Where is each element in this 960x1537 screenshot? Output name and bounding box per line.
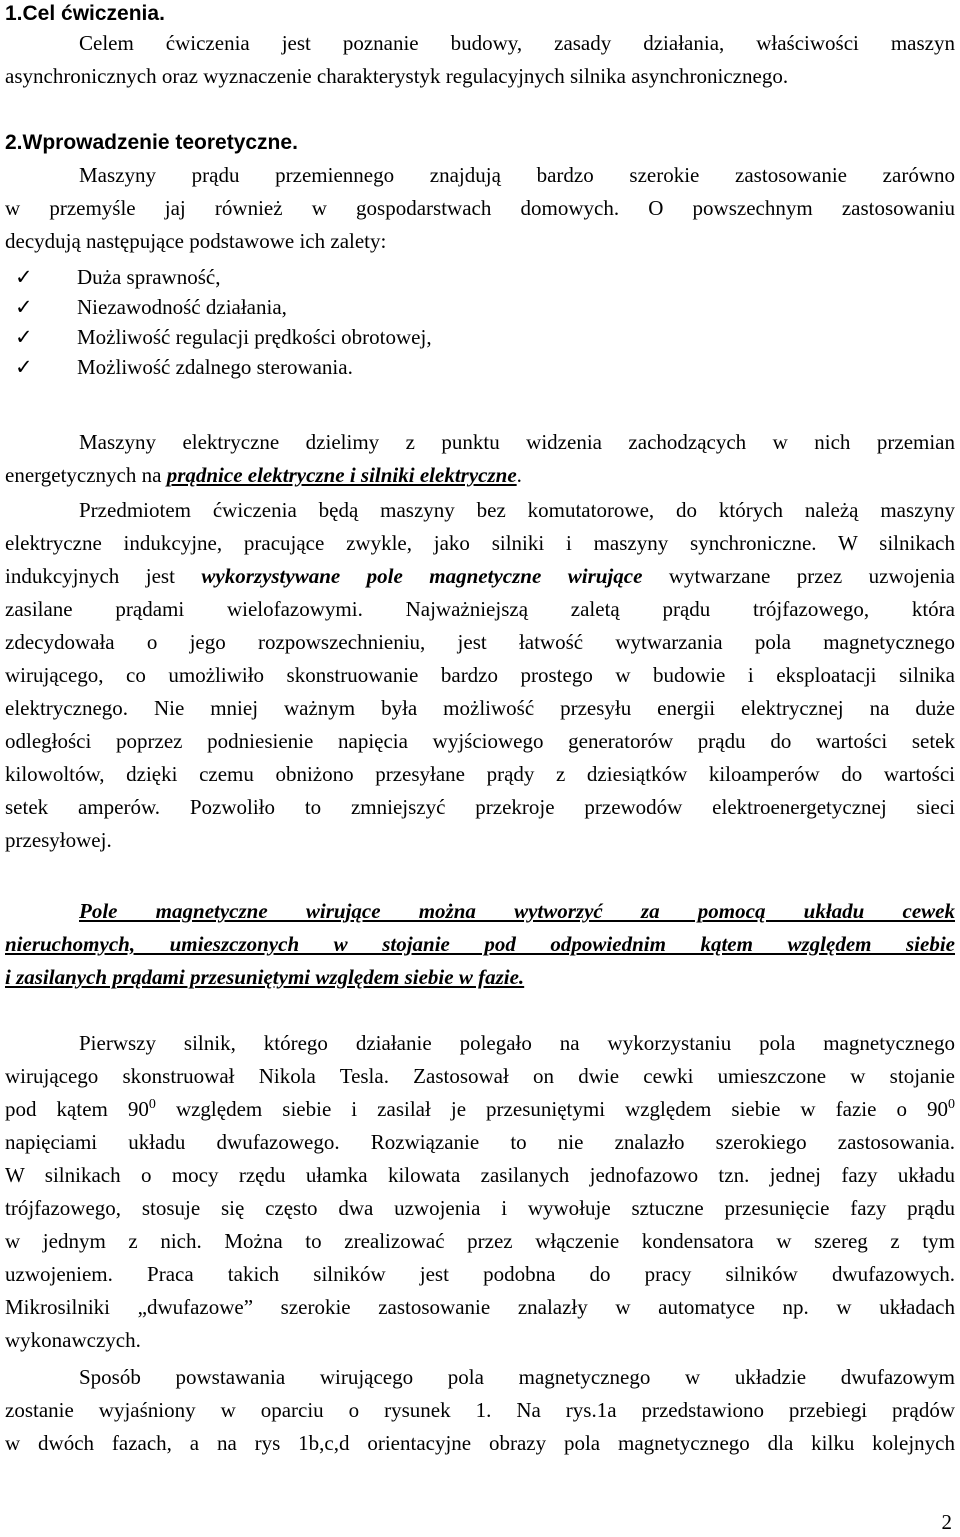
text-segment: . — [516, 463, 522, 487]
page-number: 2 — [941, 1510, 952, 1534]
paragraph-tesla — [5, 1027, 955, 1357]
checkmark-icon: ✓ — [15, 294, 33, 319]
text-line: setek amperów. Pozwoliło to zmniejszyć przekroje przewodów elektroenergetycznej sieci — [5, 795, 955, 819]
text-line: zostanie wyjaśniony w oparciu o rysunek 1. Na rys.1a przedstawiono przebiegi prądów — [5, 1398, 955, 1422]
text-line: elektrycznego. Nie mniej ważnym była możliwość przesyłu energii elektrycznej na duże — [5, 696, 955, 720]
text-line: wirującego, co umożliwiło skonstruowanie bardzo prostego w budowie i eksploatacji silnika — [5, 663, 955, 687]
text-line: uzwojeniem. Praca takich silników jest podobna do pracy silników dwufazowych. — [5, 1262, 955, 1286]
text-line — [5, 459, 955, 492]
list-item-label: Duża sprawność, — [77, 264, 221, 289]
paragraph-rotating-field-definition — [5, 895, 955, 994]
text-line — [5, 895, 955, 928]
text-segment: wytwarzane przez uzwojenia — [642, 564, 955, 588]
text-line: zdecydowała o jego rozpowszechnieniu, jest łatwość wytwarzania pola magnetycznego — [5, 630, 955, 654]
paragraph-subject — [5, 494, 955, 857]
text-line: Pierwszy silnik, którego działanie polegało na wykorzystaniu pola magnetycznego — [79, 1031, 955, 1055]
section-1-heading: 1.Cel ćwiczenia. — [5, 2, 165, 25]
list-item — [15, 262, 432, 292]
list-item-label: Możliwość zdalnego sterowania. — [77, 354, 353, 379]
text-line: trójfazowego, stosuje się często dwa uzwojenia i wywołuje sztuczne przesunięcie fazy prądu — [5, 1196, 955, 1220]
advantages-list — [15, 262, 432, 382]
text-line: Celem ćwiczenia jest poznanie budowy, zasady działania, właściwości maszyn — [79, 31, 955, 55]
text-line: decydują następujące podstawowe ich zalety: — [5, 229, 387, 253]
text-line: Sposób powstawania wirującego pola magnetycznego w układzie dwufazowym — [79, 1365, 955, 1389]
text-line: Maszyny elektryczne dzielimy z punktu widzenia zachodzących w nich przemian — [79, 430, 955, 454]
paragraph-machines-division — [5, 426, 955, 492]
emphasis-text: i zasilanych prądami przesuniętymi względem siebie w fazie. — [5, 965, 525, 989]
emphasis-text: wykorzystywane pole magnetyczne wirujące — [201, 564, 643, 588]
text-line: W silnikach o mocy rzędu ułamka kilowata zasilanych jednofazowo tzn. jednej fazy układu — [5, 1163, 955, 1187]
text-line: w przemyśle jaj również w gospodarstwach domowych. O powszechnym zastosowaniu — [5, 196, 955, 220]
text-line: elektryczne indukcyjne, pracujące zwykle, jako silniki i maszyny synchroniczne. W silnikach — [5, 531, 955, 555]
text-line: asynchronicznych oraz wyznaczenie charakterystyk regulacyjnych silnika asynchronicznego. — [5, 64, 789, 88]
text-line: odległości poprzez podniesienie napięcia wyjściowego generatorów prądu do wartości setek — [5, 729, 955, 753]
text-line: napięciami układu dwufazowego. Rozwiązanie to nie znalazło szerokiego zastosowania. — [5, 1130, 955, 1154]
text-line: Mikrosilniki „dwufazowe” szerokie zastosowanie znalazły w automatyce np. w układach — [5, 1295, 955, 1319]
text-segment: względem siebie i zasilał je przesuniętymi względem siebie w fazie o 90 — [155, 1097, 949, 1121]
list-item-label: Niezawodność działania, — [77, 294, 287, 319]
text-line: przesyłowej. — [5, 828, 112, 852]
list-item — [15, 352, 432, 382]
paragraph-two-phase — [5, 1361, 955, 1460]
text-line: wykonawczych. — [5, 1328, 141, 1352]
superscript: 0 — [148, 1097, 156, 1112]
emphasis-text: nieruchomych, umieszczonych w stojanie pod odpowiednim kątem względem siebie — [5, 932, 955, 956]
text-line: wirującego skonstruował Nikola Tesla. Zastosował on dwie cewki umieszczone w stojanie — [5, 1064, 955, 1088]
checkmark-icon: ✓ — [15, 354, 33, 379]
text-line — [5, 928, 955, 961]
checkmark-icon: ✓ — [15, 324, 33, 349]
text-line: zasilane prądami wielofazowymi. Najważniejszą zaletą prądu trójfazowego, która — [5, 597, 955, 621]
emphasis-text: Pole magnetyczne wirujące można wytworzyć za pomocą układu cewek — [79, 899, 955, 923]
text-line: kilowoltów, dzięki czemu obniżono przesyłane prądy z dziesiątków kiloamperów do wartości — [5, 762, 955, 786]
text-line: Maszyny prądu przemiennego znajdują bardzo szerokie zastosowanie zarówno — [79, 163, 955, 187]
text-segment: pod kątem 90 — [5, 1097, 149, 1121]
list-item — [15, 292, 432, 322]
text-line — [5, 961, 955, 994]
text-line — [5, 560, 955, 593]
section-1-paragraph — [5, 27, 955, 93]
text-line: w dwóch fazach, a na rys 1b,c,d orientacyjne obrazy pola magnetycznego dla kilku kolejnych — [5, 1431, 955, 1455]
text-line — [5, 1093, 955, 1126]
section-2-intro — [5, 159, 955, 258]
text-segment: indukcyjnych jest — [5, 564, 202, 588]
list-item — [15, 322, 432, 352]
text-segment: energetycznych na — [5, 463, 167, 487]
checkmark-icon: ✓ — [15, 264, 33, 289]
text-line: Przedmiotem ćwiczenia będą maszyny bez komutatorowe, do których należą maszyny — [79, 498, 955, 522]
superscript: 0 — [948, 1097, 956, 1112]
section-2-heading: 2.Wprowadzenie teoretyczne. — [5, 131, 298, 154]
text-line: w jednym z nich. Można to zrealizować przez włączenie kondensatora w szereg z tym — [5, 1229, 955, 1253]
emphasis-text: prądnice elektryczne i silniki elektryczne — [166, 463, 517, 487]
list-item-label: Możliwość regulacji prędkości obrotowej, — [77, 324, 432, 349]
